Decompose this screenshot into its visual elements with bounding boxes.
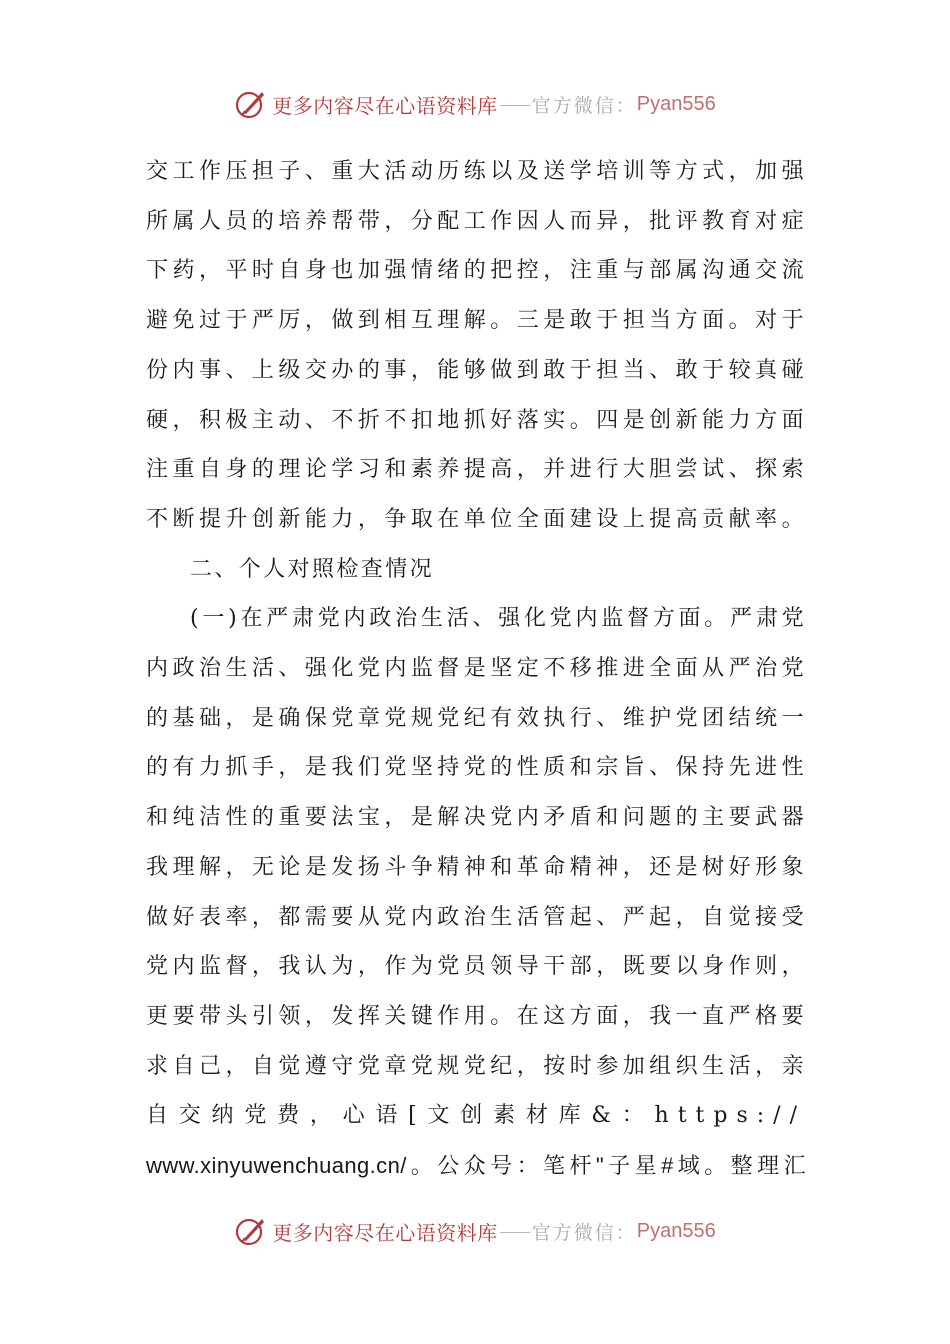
watermark-banner-top: [0, 84, 950, 124]
text-line: www.xinyuwenchuang.cn/。公众号：笔杆"子星#域。整理汇: [146, 1153, 806, 1179]
text-line: 交工作压担子、重大活动历练以及送学培训等方式，加强: [146, 159, 806, 184]
banner-brand-text: 更多内容尽在心语资料库: [272, 1220, 498, 1245]
quill-pen-logo-icon: [234, 87, 268, 121]
text-line: 不断提升创新能力，争取在单位全面建设上提高贡献率。: [146, 506, 806, 532]
text-line: 自交纳党费，心语[文创素材库&：https://: [146, 1103, 806, 1129]
text-line: 所属人员的培养帮带，分配工作因人而异，批评教育对症: [146, 208, 806, 234]
text-line: 下药，平时自身也加强情绪的把控，注重与部属沟通交流: [146, 258, 806, 284]
text-line: 硬，积极主动、不折不扣地抓好落实。四是创新能力方面: [146, 407, 806, 433]
watermark-banner-bottom: [0, 1211, 950, 1251]
banner-wechat-label: 官方微信：: [531, 94, 637, 117]
text-line: 求自己，自觉遵守党章党规党纪，按时参加组织生活，亲: [146, 1053, 806, 1079]
banner-dash: [500, 105, 530, 106]
text-line: 和纯洁性的重要法宝，是解决党内矛盾和问题的主要武器: [146, 805, 806, 831]
text-line: 份内事、上级交办的事，能够做到敢于担当、敢于较真碰: [146, 357, 806, 383]
text-line: 的基础，是确保党章党规党纪有效执行、维护党团结统一: [146, 705, 806, 731]
section-heading: 二、个人对照检查情况: [190, 556, 435, 582]
document-body: [146, 147, 806, 1191]
text-line: 做好表率，都需要从党内政治生活管起、严起，自觉接受: [146, 904, 806, 930]
banner-dash: [500, 1232, 530, 1233]
quill-pen-logo-icon: [234, 1214, 268, 1248]
banner-brand-text: 更多内容尽在心语资料库: [272, 93, 498, 118]
banner-wechat-id: Pyan556: [636, 1219, 716, 1242]
text-line: (一)在严肃党内政治生活、强化党内监督方面。严肃党: [190, 606, 806, 632]
text-line: 内政治生活、强化党内监督是坚定不移推进全面从严治党: [146, 656, 806, 682]
text-line: 更要带头引领，发挥关键作用。在这方面，我一直严格要: [146, 1003, 806, 1029]
text-line: 党内监督，我认为，作为党员领导干部，既要以身作则，: [146, 954, 806, 980]
banner-wechat-id: Pyan556: [636, 92, 716, 115]
text-line: 的有力抓手，是我们党坚持党的性质和宗旨、保持先进性: [146, 755, 806, 781]
banner-wechat-label: 官方微信：: [531, 1221, 637, 1244]
text-line: 我理解，无论是发扬斗争精神和革命精神，还是树好形象: [146, 854, 806, 880]
text-line: 注重自身的理论学习和素养提高，并进行大胆尝试、探索: [146, 457, 806, 483]
text-line: 避免过于严厉，做到相互理解。三是敢于担当方面。对于: [146, 308, 806, 334]
